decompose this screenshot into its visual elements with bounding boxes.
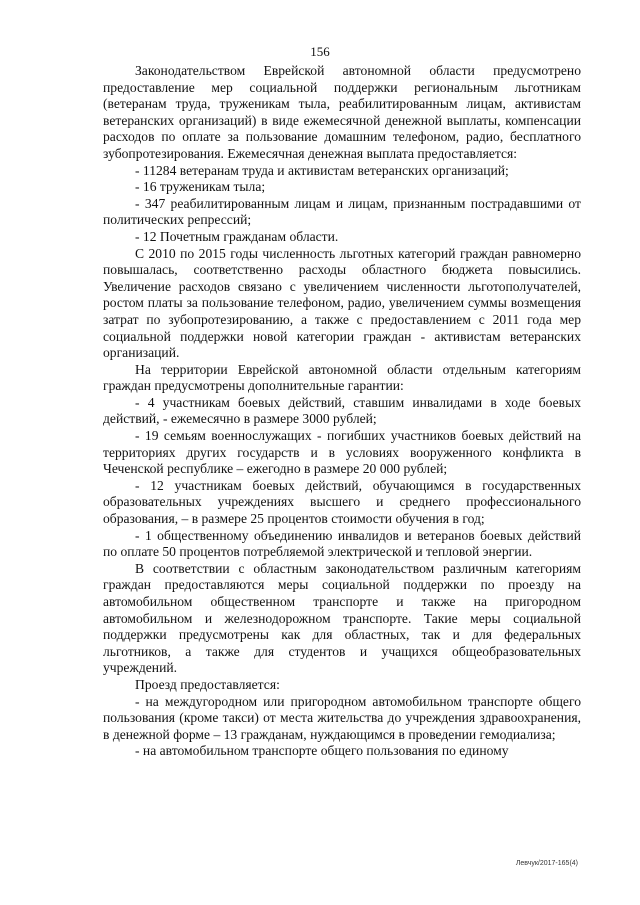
paragraph-additional-guarantees: На территории Еврейской автономной области отдельным категориям граждан предусмотрены дополнительные гарантии:	[103, 361, 581, 394]
list-item-rehabilitated: - 347 реабилитированным лицам и лицам, признанным пострадавшими от политических репрессий;	[103, 195, 581, 228]
paragraph-2010-2015: С 2010 по 2015 годы численность льготных категорий граждан равномерно повышалась, соответственно расходы областного бюджета повысились. Увеличение расходов связано с увеличением численности льготополучателей, ростом платы за пользование телефоном, радио, увеличением суммы возмещения затрат по зубопротезированию, а также с предоставлением с 2011 года мер социальной поддержки новой категории граждан - активистам ветеранских организаций.	[103, 245, 581, 361]
list-item-hemodialysis: - на междугородном или пригородном автомобильном транспорте общего пользования (кроме такси) от места жительства до учреждения здравоохранения, в денежной форме – 13 гражданам, нуждающимся в проведении гемодиализа;	[103, 693, 581, 742]
footer-code: Левчук/2017-165(4)	[515, 860, 578, 867]
list-item-honorary-citizens: - 12 Почетным гражданам области.	[135, 228, 339, 244]
list-item-military-families: - 19 семьям военнослужащих - погибших участников боевых действий на территориях других государств и в условиях вооруженного конфликта в Чеченской республике – ежегодно в размере 20 000 рублей;	[103, 428, 581, 477]
list-item-public-association: - 1 общественному объединению инвалидов и ветеранов боевых действий по оплате 50 процентов потребляемой электрической и тепловой энергии.	[103, 527, 581, 560]
page-number: 156	[310, 44, 330, 59]
document-body	[103, 63, 581, 760]
paragraph-intro: Законодательством Еврейской автономной области предусмотрено предоставление мер социальной поддержки региональным льготникам (ветеранам труда, труженикам тыла, реабилитированным лицам, активистам ветеранских организаций) в виде ежемесячной денежной выплаты, компенсации расходов по оплате за пользование домашним телефоном, радио, бесплатного зубопротезирования. Ежемесячная денежная выплата предоставляется:	[103, 63, 581, 161]
list-item-home-front-workers: - 16 труженикам тыла;	[135, 179, 266, 195]
paragraph-travel-provided: Проезд предоставляется:	[135, 676, 280, 692]
list-item-student-combatants: - 12 участникам боевых действий, обучающимся в государственных образовательных учреждениях высшего и среднего профессионального образования, – в размере 25 процентов стоимости обучения в год;	[103, 477, 581, 527]
list-item-labor-veterans: - 11284 ветеранам труда и активистам ветеранских организаций;	[135, 162, 509, 178]
list-item-disabled-combatants: - 4 участникам боевых действий, ставшим инвалидами в ходе боевых действий, - ежемесячно в размере 3000 рублей;	[103, 394, 581, 427]
paragraph-transport-support: В соответствии с областным законодательством различным категориям граждан предоставляются меры социальной поддержки по проезду на автомобильном общественном транспорте и также на пригородном автомобильном и железнодорожном транспорте. Такие меры социальной поддержки предусмотрены как для областных, так и для федеральных льготников, а также для студентов и учащихся общеобразовательных учреждений.	[103, 560, 581, 676]
list-item-public-transport: - на автомобильном транспорте общего пользования по единому	[135, 743, 509, 759]
